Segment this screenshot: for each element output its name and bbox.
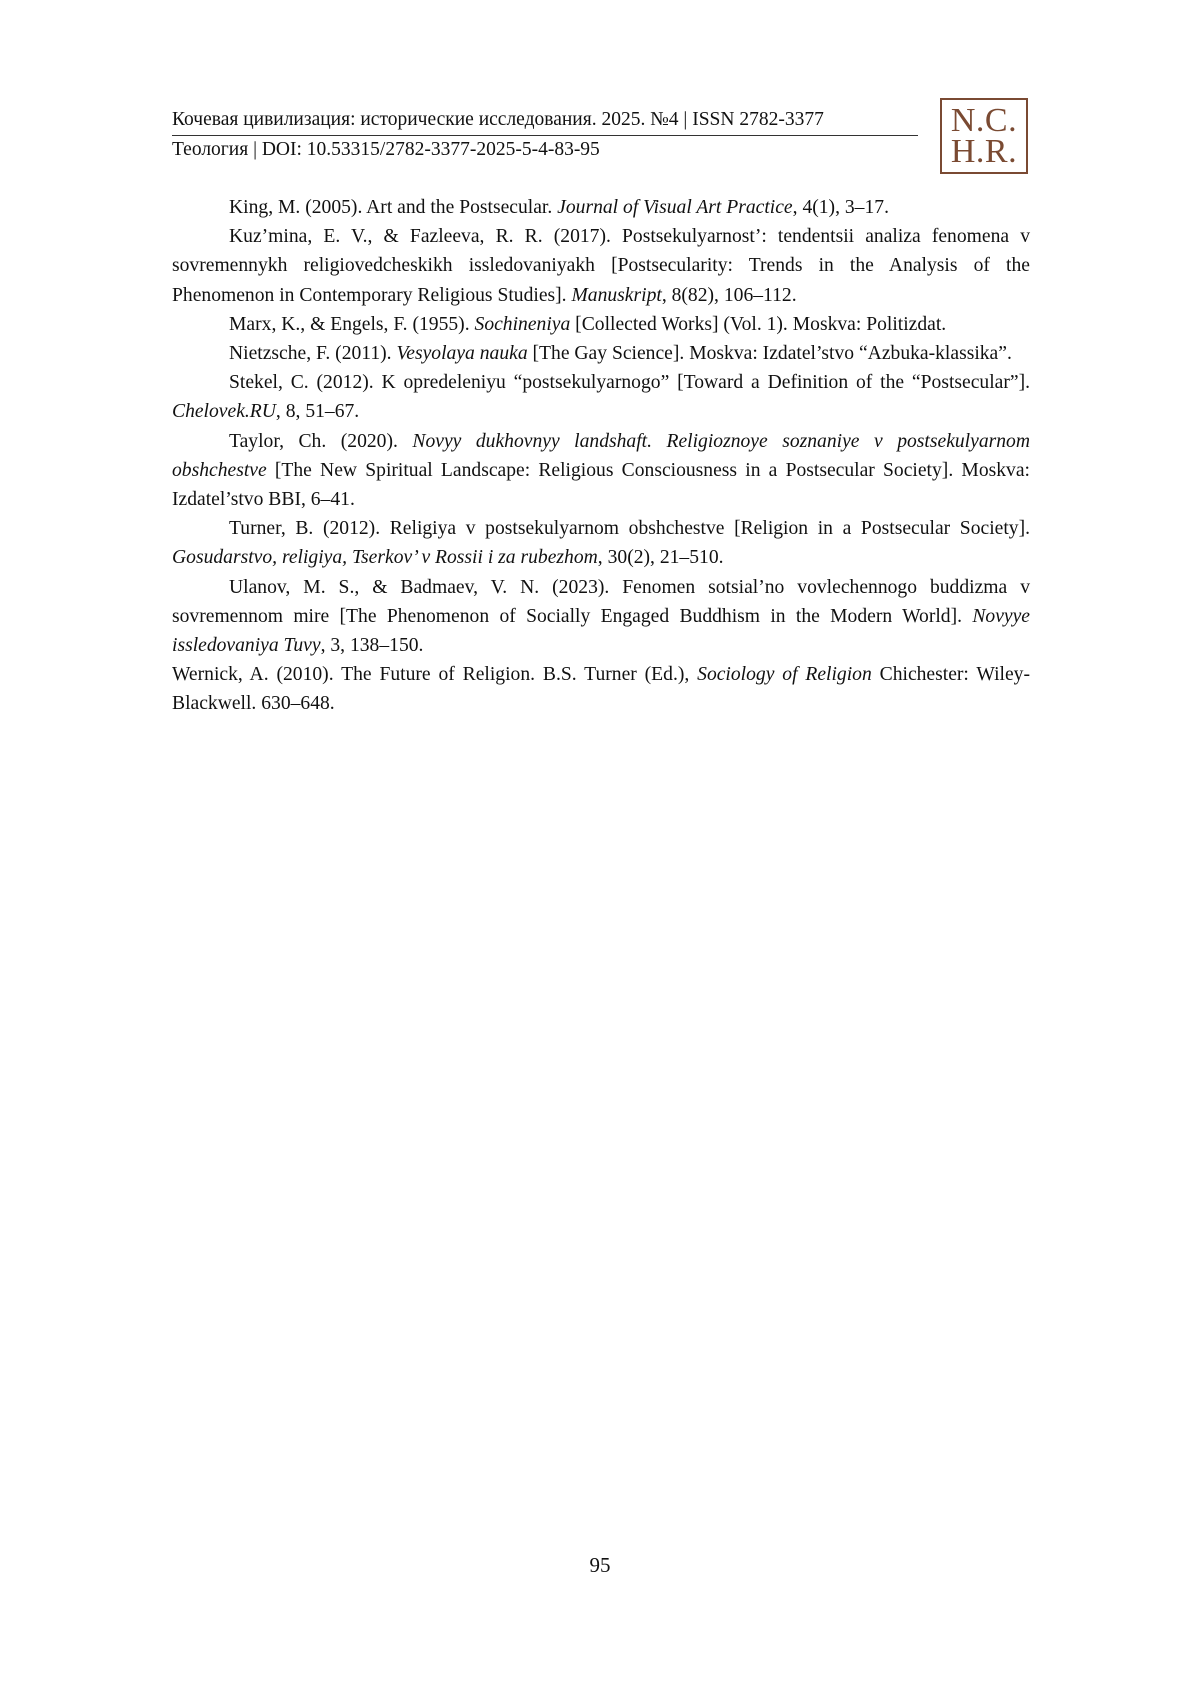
reference-entry — [172, 514, 1030, 572]
reference-source-italic: Manuskript — [571, 284, 662, 306]
reference-text: [Collected Works] (Vol. 1). Moskva: Politizdat. — [570, 313, 947, 335]
reference-text: [The Gay Science]. Moskva: Izdatel’stvo “Azbuka-klassika”. — [527, 343, 1012, 365]
reference-text: Kuz’mina, E. V., & Fazleeva, R. R. (2017). Postsekulyarnost’: tendentsii analiza fenomena v sovremennykh religiovedcheskikh issledovaniyakh [Postsecularity: Trends in the Analysis of the Phenomenon in Contemporary Religious Studies]. — [172, 226, 1030, 306]
reference-text: [The New Spiritual Landscape: Religious Consciousness in a Postsecular Society]. Moskva: Izdatel’stvo BBI, 6–41. — [172, 459, 1030, 511]
reference-source-italic: Chelovek.RU — [172, 401, 276, 423]
reference-entry — [172, 660, 1030, 718]
reference-text: Turner, B. (2012). Religiya v postsekulyarnom obshchestve [Religion in a Postsecular Society]. — [229, 518, 1030, 540]
reference-list — [172, 193, 1030, 719]
reference-entry — [172, 310, 1030, 339]
reference-source-italic: Novyye issledovaniya Tuvy — [172, 605, 1030, 657]
reference-entry — [172, 368, 1030, 426]
reference-text: Chichester: Wiley-Blackwell. 630–648. — [172, 664, 1030, 715]
reference-entry — [172, 427, 1030, 515]
reference-source-italic: Gosudarstvo, religiya, Tserkov’ v Rossii i za rubezhom — [172, 547, 598, 569]
reference-text: , 4(1), 3–17. — [792, 197, 889, 218]
reference-text: Marx, K., & Engels, F. (1955). — [229, 313, 475, 335]
reference-text: Wernick, A. (2010). The Future of Religion. B.S. Turner (Ed.), — [172, 664, 698, 686]
reference-text: Taylor, Ch. (2020). — [229, 430, 413, 452]
reference-source-italic: Vesyolaya nauka — [396, 343, 528, 365]
reference-entry — [172, 339, 1030, 368]
reference-text: King, M. (2005). Art and the Postsecular. — [229, 197, 558, 218]
journal-title-line: Кочевая цивилизация: исторические исследования. 2025. №4 | ISSN 2782-3377 — [172, 107, 918, 136]
journal-logo — [940, 98, 1028, 174]
reference-text: , 3, 138–150. — [320, 635, 424, 657]
reference-text: Nietzsche, F. (2011). — [229, 343, 397, 365]
reference-text: , 30(2), 21–510. — [597, 547, 724, 569]
reference-source-italic: Sociology of Religion — [697, 664, 872, 686]
reference-text: Ulanov, M. S., & Badmaev, V. N. (2023). Fenomen sotsial’no vovlechennogo buddizma v sovremennom mire [The Phenomenon of Socially Engaged Buddhism in the Modern World]. — [172, 576, 1030, 627]
page-number: 95 — [589, 1553, 611, 1577]
reference-source-italic: Journal of Visual Art Practice — [557, 197, 793, 218]
logo-line-bottom: H.R. — [950, 133, 1018, 170]
reference-text: , 8(82), 106–112. — [661, 284, 797, 306]
running-header — [172, 107, 918, 164]
reference-text: , 8, 51–67. — [275, 401, 360, 423]
reference-entry — [172, 573, 1030, 661]
section-doi-line: Теология | DOI: 10.53315/2782-3377-2025-5-4-83-95 — [172, 139, 600, 160]
reference-entry — [172, 222, 1030, 310]
logo-line-top: N.C. — [950, 102, 1018, 139]
reference-text: Stekel, C. (2012). K opredeleniyu “postsekulyarnogo” [Toward a Definition of the “Postsecular”]. — [229, 372, 1030, 394]
reference-source-italic: Sochineniya — [474, 313, 571, 335]
reference-source-italic: Novyy dukhovnyy landshaft. Religioznoye soznaniye v postsekulyarnom obshchestve — [172, 430, 1030, 481]
reference-entry — [172, 193, 1030, 222]
